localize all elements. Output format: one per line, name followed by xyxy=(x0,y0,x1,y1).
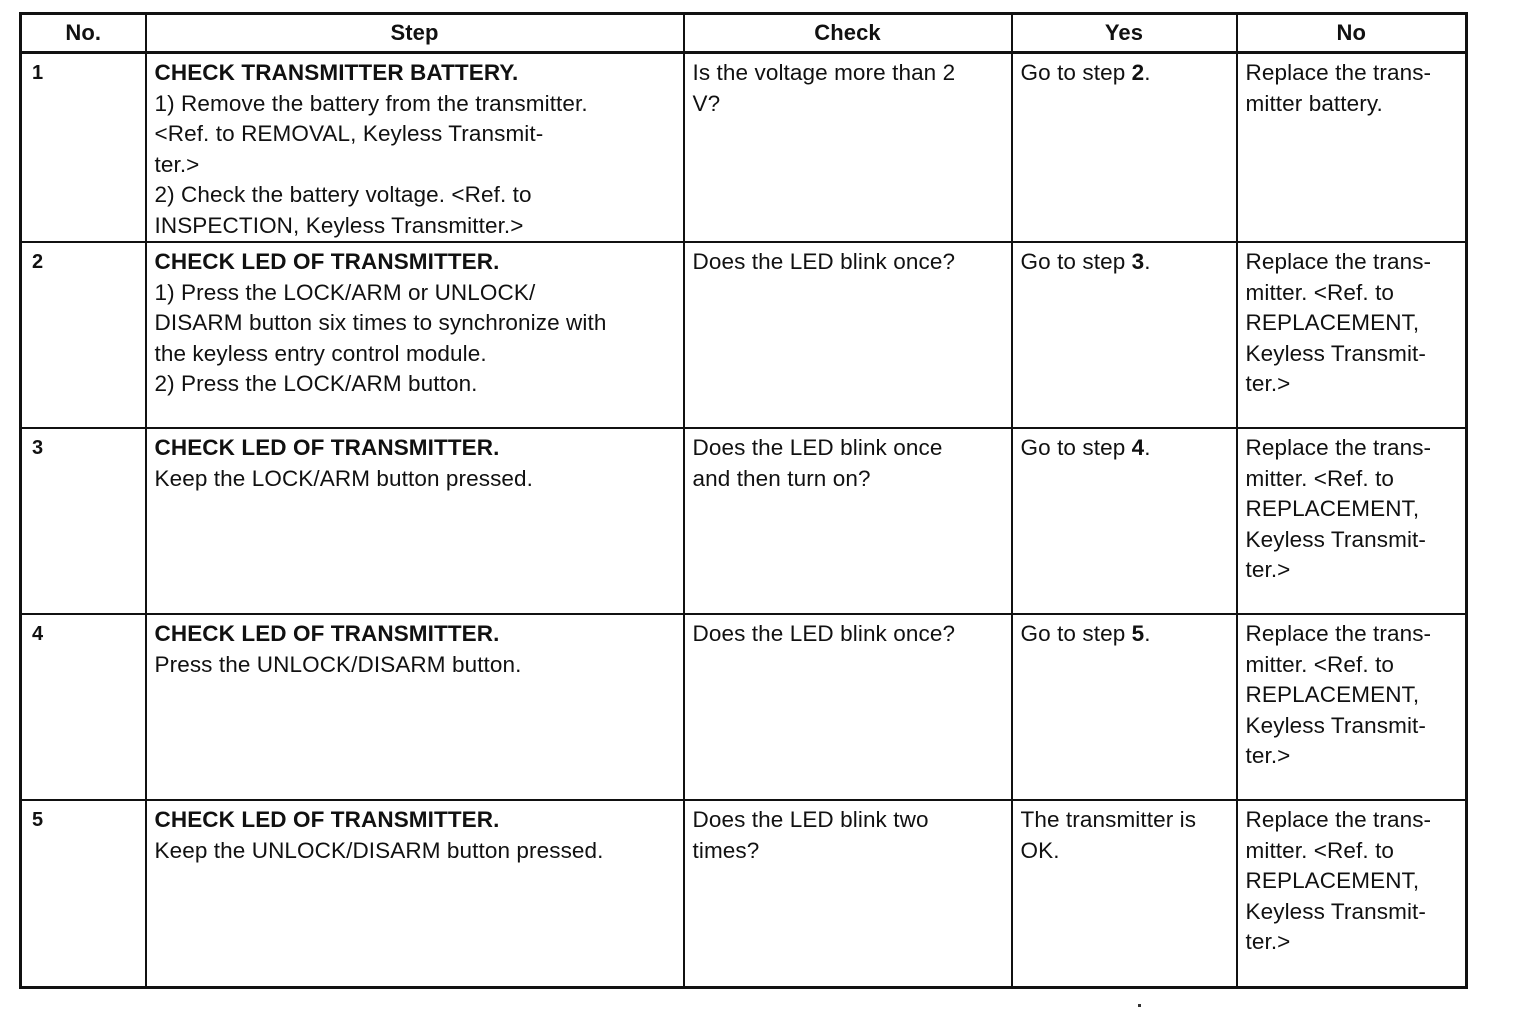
check-line: Does the LED blink once xyxy=(692,435,943,460)
check-line: V? xyxy=(692,90,721,116)
check-cell xyxy=(684,800,1012,988)
no-line: Replace the trans- xyxy=(1245,621,1432,646)
step-line: 2) Press the LOCK/ARM button. xyxy=(154,371,478,396)
row-number: 2 xyxy=(32,251,44,273)
no-line: REPLACEMENT, xyxy=(1245,310,1420,335)
step-cell xyxy=(146,614,684,800)
no-line: Keyless Transmit- xyxy=(1245,712,1426,738)
row-number-cell xyxy=(21,800,146,988)
step-title: CHECK LED OF TRANSMITTER. xyxy=(154,807,500,832)
yes-suffix: . xyxy=(1144,435,1151,460)
header-yes: Yes xyxy=(1012,14,1237,53)
yes-cell xyxy=(1012,614,1237,800)
step-line: 1) Press the LOCK/ARM or UNLOCK/ xyxy=(154,279,536,305)
step-title: CHECK LED OF TRANSMITTER. xyxy=(154,249,500,274)
yes-cell xyxy=(1012,800,1237,988)
row-number-cell xyxy=(21,242,146,428)
row-number-cell xyxy=(21,53,146,243)
step-title: CHECK TRANSMITTER BATTERY. xyxy=(154,60,519,85)
no-cell xyxy=(1237,800,1467,988)
table-row xyxy=(21,53,1467,243)
no-cell xyxy=(1237,242,1467,428)
header-no: No. xyxy=(21,14,146,53)
no-line: Replace the trans- xyxy=(1245,60,1432,85)
table-row xyxy=(21,614,1467,800)
yes-step-number: 4 xyxy=(1131,435,1145,460)
step-line: 2) Check the battery voltage. <Ref. to xyxy=(154,182,532,207)
no-line: Keyless Transmit- xyxy=(1245,898,1426,924)
no-cell xyxy=(1237,428,1467,614)
no-line: REPLACEMENT, xyxy=(1245,496,1420,521)
no-line: ter.> xyxy=(1245,371,1291,396)
no-line: Replace the trans- xyxy=(1245,807,1432,832)
no-line: REPLACEMENT, xyxy=(1245,868,1420,893)
check-cell xyxy=(684,428,1012,614)
step-line: the keyless entry control module. xyxy=(154,340,487,366)
table-row xyxy=(21,800,1467,988)
yes-prefix: Go to step xyxy=(1020,249,1132,274)
yes-step-number: 2 xyxy=(1131,60,1145,85)
table-row xyxy=(21,428,1467,614)
step-cell xyxy=(146,242,684,428)
yes-step-number: 3 xyxy=(1131,249,1145,274)
check-line: Does the LED blink two xyxy=(692,807,929,832)
yes-cell xyxy=(1012,53,1237,243)
yes-suffix: . xyxy=(1144,249,1151,274)
step-line: 1) Remove the battery from the transmitter. xyxy=(154,90,588,116)
no-line: Keyless Transmit- xyxy=(1245,340,1426,366)
no-line: mitter. <Ref. to xyxy=(1245,279,1395,305)
check-line: Is the voltage more than 2 xyxy=(692,60,956,85)
step-title: CHECK LED OF TRANSMITTER. xyxy=(154,435,500,460)
no-line: Replace the trans- xyxy=(1245,435,1432,460)
step-line: Keep the UNLOCK/DISARM button pressed. xyxy=(154,837,604,863)
no-line: Keyless Transmit- xyxy=(1245,526,1426,552)
header-step: Step xyxy=(146,14,684,53)
check-cell xyxy=(684,53,1012,243)
yes-cell xyxy=(1012,428,1237,614)
yes-line: The transmitter is xyxy=(1020,807,1197,832)
step-line: INSPECTION, Keyless Transmitter.> xyxy=(154,212,524,238)
step-line: DISARM button six times to synchronize with xyxy=(154,310,607,335)
step-cell xyxy=(146,428,684,614)
step-line: Press the UNLOCK/DISARM button. xyxy=(154,651,522,677)
no-line: mitter. <Ref. to xyxy=(1245,651,1395,677)
step-title: CHECK LED OF TRANSMITTER. xyxy=(154,621,500,646)
yes-prefix: Go to step xyxy=(1020,621,1132,646)
step-line: Keep the LOCK/ARM button pressed. xyxy=(154,465,534,491)
no-line: ter.> xyxy=(1245,929,1291,954)
check-cell xyxy=(684,614,1012,800)
yes-line: OK. xyxy=(1020,837,1060,863)
no-line: mitter battery. xyxy=(1245,90,1383,116)
row-number: 5 xyxy=(32,809,44,831)
table-header-row xyxy=(21,14,1467,53)
yes-suffix: . xyxy=(1144,621,1151,646)
check-cell xyxy=(684,242,1012,428)
scan-speck xyxy=(1138,1004,1141,1007)
step-line: ter.> xyxy=(154,151,200,177)
yes-suffix: . xyxy=(1144,60,1151,85)
step-cell xyxy=(146,53,684,243)
step-line: <Ref. to REMOVAL, Keyless Transmit- xyxy=(154,121,544,146)
yes-step-number: 5 xyxy=(1131,621,1145,646)
row-number-cell xyxy=(21,614,146,800)
no-line: mitter. <Ref. to xyxy=(1245,465,1395,491)
header-check: Check xyxy=(684,14,1012,53)
table-row xyxy=(21,242,1467,428)
yes-prefix: Go to step xyxy=(1020,60,1132,85)
no-cell xyxy=(1237,614,1467,800)
no-line: Replace the trans- xyxy=(1245,249,1432,274)
no-cell xyxy=(1237,53,1467,243)
yes-prefix: Go to step xyxy=(1020,435,1132,460)
step-cell xyxy=(146,800,684,988)
check-line: Does the LED blink once? xyxy=(692,621,956,646)
no-line: REPLACEMENT, xyxy=(1245,682,1420,707)
row-number: 1 xyxy=(32,62,44,84)
row-number: 4 xyxy=(32,623,44,645)
yes-cell xyxy=(1012,242,1237,428)
row-number-cell xyxy=(21,428,146,614)
no-line: ter.> xyxy=(1245,557,1291,582)
no-line: mitter. <Ref. to xyxy=(1245,837,1395,863)
check-line: Does the LED blink once? xyxy=(692,249,956,274)
diagnostic-table xyxy=(19,12,1468,989)
no-line: ter.> xyxy=(1245,743,1291,768)
header-no-result: No xyxy=(1237,14,1467,53)
row-number: 3 xyxy=(32,437,44,459)
check-line: times? xyxy=(692,837,760,863)
check-line: and then turn on? xyxy=(692,465,871,491)
